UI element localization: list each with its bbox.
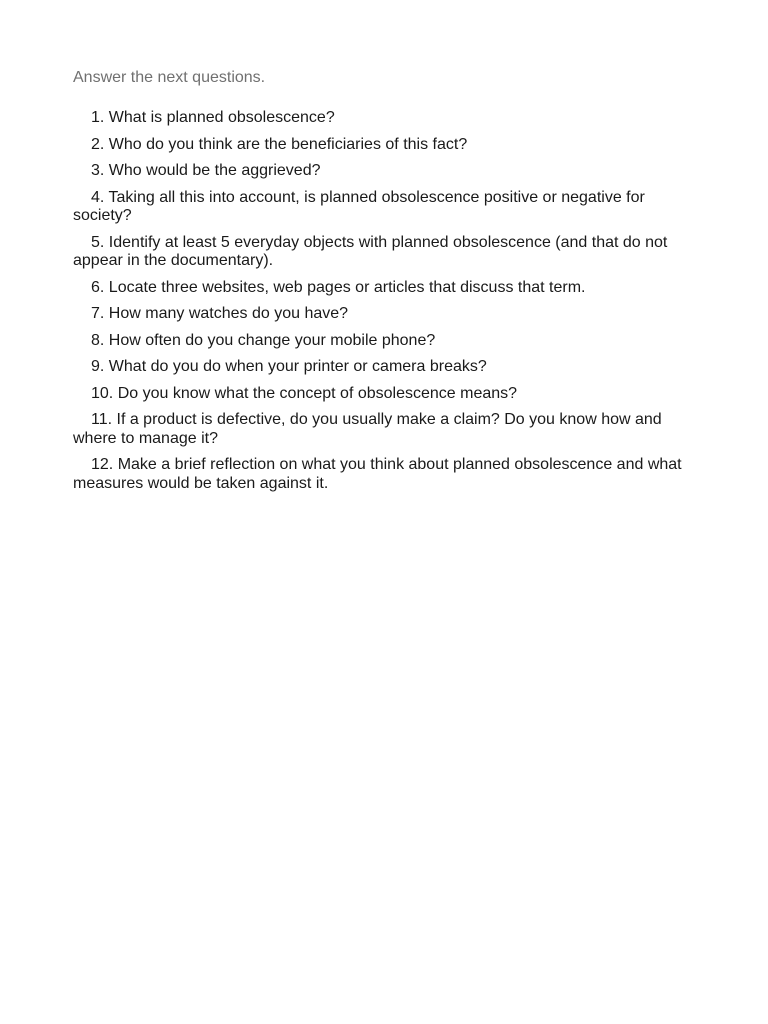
question-text: How often do you change your mobile phone? [108,331,436,349]
question-text: Do you know what the concept of obsolescence means? [117,384,518,402]
question-text: What do you do when your printer or camera breaks? [108,358,487,375]
question-text: Locate three websites, web pages or articles that discuss that term. [108,278,586,296]
question-number: 3 . [91,162,109,179]
question-text: Make a brief reflection on what you think about planned obsolescence and what measures would be taken against it. [73,456,682,492]
question-text: If a product is defective, do you usually make a claim? Do you know how and where to manage it? [73,411,662,447]
question-item [73,234,698,271]
question-number: 9 . [91,358,109,375]
question-number: 8 . [91,332,109,349]
question-item [73,279,698,298]
question-item [73,136,698,155]
question-number: 2 . [91,136,109,153]
question-item [73,411,698,448]
question-item [73,162,698,181]
question-text: What is planned obsolescence? [108,109,335,126]
question-item [73,109,698,128]
question-number: 10 . [91,385,118,402]
question-list [73,109,698,493]
question-item [73,332,698,351]
question-number: 11 . [91,411,117,428]
question-number: 1 . [91,109,109,126]
question-number: 5 . [91,234,109,251]
question-text: Who would be the aggrieved? [108,162,321,179]
instructions-text: Answer the next questions. [73,69,266,86]
question-number: 7 . [91,305,109,322]
question-item [73,456,698,493]
question-text: How many watches do you have? [108,305,349,322]
question-item [73,358,698,377]
question-item [73,189,698,226]
question-item [73,305,698,324]
document-content [73,68,698,501]
question-number: 6 . [91,279,109,296]
question-text: Identify at least 5 everyday objects with planned obsolescence (and that do not appear in the documentary). [73,233,668,269]
question-number: 4 . [91,189,109,206]
question-number: 12 . [91,456,118,473]
question-text: Who do you think are the beneficiaries of this fact? [108,135,468,153]
question-text: Taking all this into account, is planned obsolescence positive or negative for society? [73,188,645,224]
question-item [73,385,698,404]
